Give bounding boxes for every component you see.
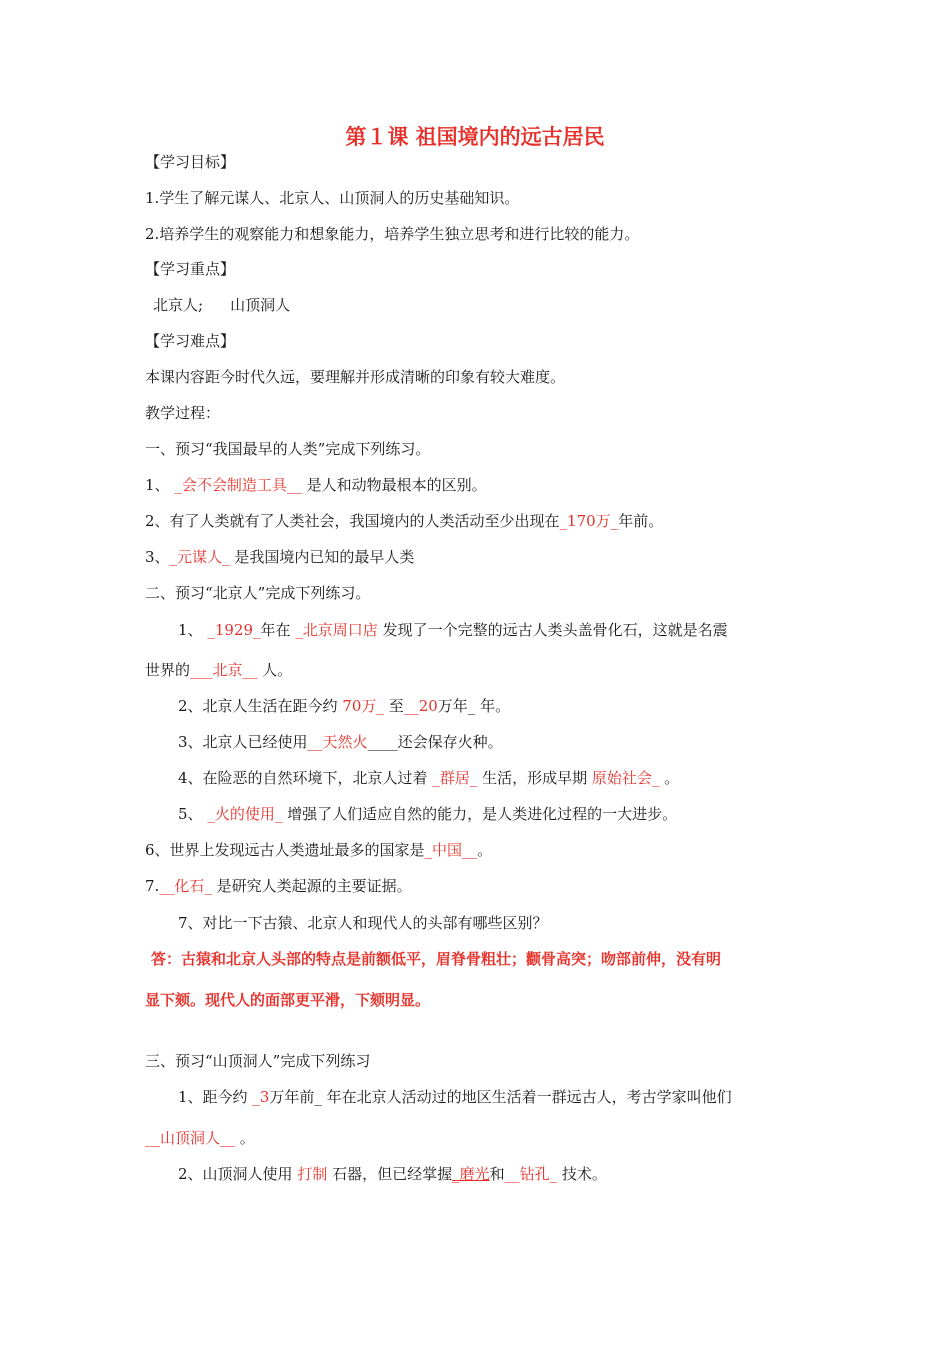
s2-question-1: 1、 _1929_年在 _北京周口店 发现了一个完整的远古人类头盖骨化石，这就是名震: [178, 621, 728, 639]
answer-blank: _元谋人_: [169, 548, 230, 566]
answer-blank: _北京周口店: [295, 621, 378, 639]
s2-question-3: 3、北京人已经使用__天然火____还会保存火种。: [178, 733, 503, 751]
answer-blank: ___北京__: [190, 661, 258, 679]
s2-question-8: 7、对比一下古猿、北京人和现代人的头部有哪些区别？: [178, 914, 548, 932]
s2-question-1-cont: 世界的___北京__ 人。: [145, 661, 293, 679]
section-2-heading: 二、预习“北京人”完成下列练习。: [145, 584, 371, 602]
section-1-heading: 一、预习“我国最早的人类”完成下列练习。: [145, 440, 431, 458]
answer-blank: _中国__: [424, 841, 478, 859]
focus-heading: 【学习重点】: [145, 260, 236, 278]
s3-question-2: 2、山顶洞人使用 打制 石器，但已经掌握_磨光和__钻孔_ 技术。: [178, 1165, 607, 1183]
difficulty-heading: 【学习难点】: [145, 332, 236, 350]
goal-1: 1.学生了解元谋人、北京人、山顶洞人的历史基础知识。: [145, 189, 520, 207]
s1-question-3: 3、_元谋人_ 是我国境内已知的最早人类: [145, 548, 415, 566]
s2-question-5: 5、 _火的使用_ 增强了人们适应自然的能力，是人类进化过程的一大进步。: [178, 805, 678, 823]
answer-blank: _3: [252, 1088, 270, 1106]
answer-paragraph-line-1: 答：古猿和北京人头部的特点是前额低平，眉脊骨粗壮；颧骨高突；吻部前伸，没有明: [151, 950, 722, 968]
s1-question-1: 1、 _会不会制造工具__ 是人和动物最根本的区别。: [145, 476, 487, 494]
answer-blank: _170万_: [559, 512, 619, 530]
s3-question-1: 1、距今约 _3万年前_ 年在北京人活动过的地区生活着一群远古人，考古学家叫他们: [178, 1088, 732, 1106]
answer-blank: __天然火: [307, 733, 368, 751]
answer-blank: __20: [403, 697, 438, 715]
answer-blank: __钻孔_: [504, 1165, 558, 1183]
answer-blank: _1929_: [207, 621, 261, 639]
answer-blank: 70万_: [342, 697, 384, 715]
answer-blank: __山顶洞人__: [145, 1129, 236, 1147]
s3-question-1-cont: __山顶洞人__ 。: [145, 1129, 255, 1147]
s2-question-2: 2、北京人生活在距今约 70万_ 至__20万年_ 年。: [178, 697, 511, 715]
answer-blank: _群居_: [432, 769, 478, 787]
answer-blank: _磨光: [452, 1165, 490, 1183]
s2-question-4: 4、在险恶的自然环境下，北京人过着 _群居_ 生活，形成早期 原始社会_ 。: [178, 769, 680, 787]
answer-blank: _火的使用_: [207, 805, 283, 823]
section-3-heading: 三、预习“山顶洞人”完成下列练习: [145, 1052, 371, 1070]
focus-items: [153, 295, 290, 315]
answer-blank: __化石_: [159, 877, 212, 895]
answer-blank: 打制: [297, 1165, 328, 1183]
goal-2: 2.培养学生的观察能力和想象能力，培养学生独立思考和进行比较的能力。: [145, 225, 640, 243]
page-title: 第１课 祖国境内的远古居民: [345, 124, 605, 149]
s2-question-7: 7.__化石_ 是研究人类起源的主要证据。: [145, 877, 412, 895]
answer-blank: _会不会制造工具__: [174, 476, 302, 494]
focus-item-beijing: 北京人;: [153, 296, 204, 314]
answer-blank: 原始社会_: [591, 769, 660, 787]
focus-item-shandingdong: 山顶洞人: [230, 296, 291, 314]
teaching-process-label: 教学过程：: [145, 404, 221, 422]
s2-question-6: 6、世界上发现远古人类遗址最多的国家是_中国__。: [145, 841, 493, 859]
answer-paragraph-line-2: 显下颏。现代人的面部更平滑，下颏明显。: [145, 991, 431, 1009]
difficulty-text: 本课内容距今时代久远，要理解并形成清晰的印象有较大难度。: [145, 368, 566, 386]
goals-heading: 【学习目标】: [145, 153, 236, 171]
s1-question-2: 2、有了人类就有了人类社会，我国境内的人类活动至少出现在_170万_年前。: [145, 512, 664, 530]
